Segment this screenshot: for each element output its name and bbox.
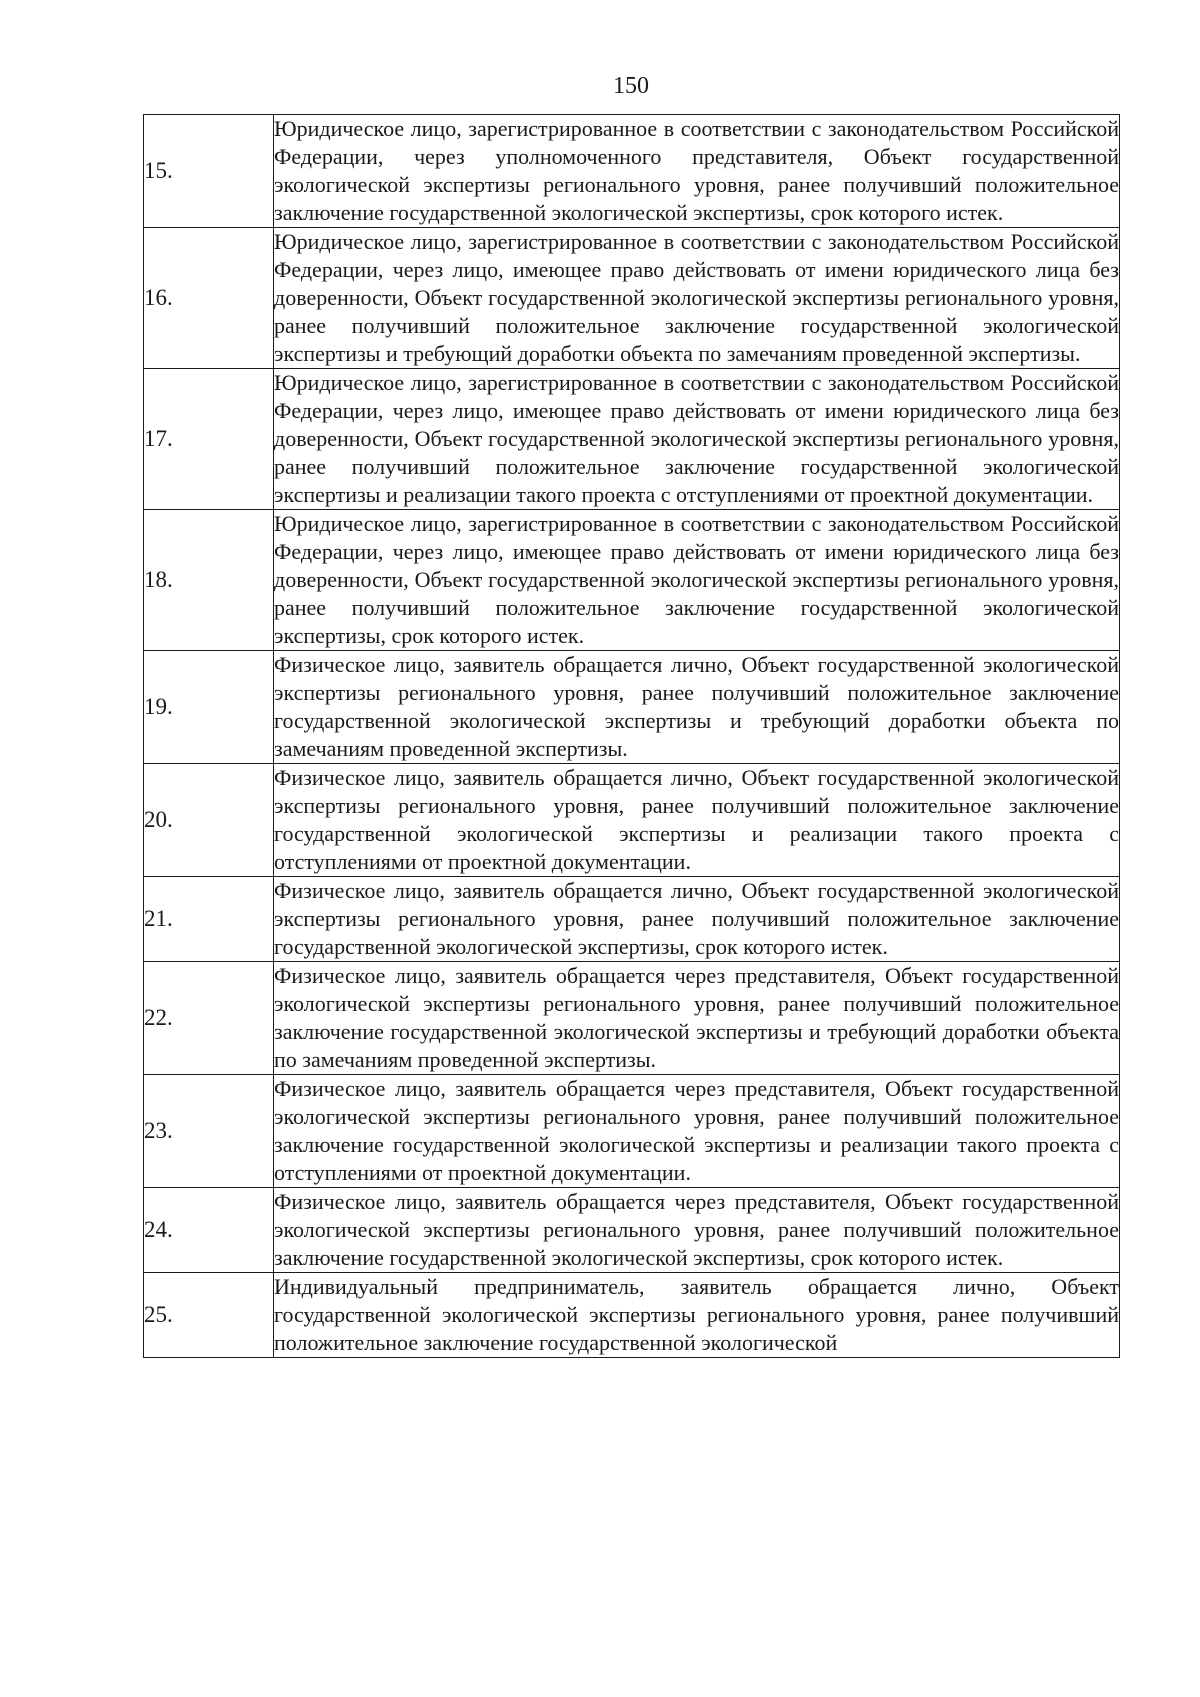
row-number: 20. (144, 764, 274, 877)
row-text: Юридическое лицо, зарегистрированное в соответствии с законодательством Российской Федерации, через лицо, имеющее право действовать от имени юридического лица без доверенности, Объект государственной экологической экспертизы регионального уровня, ранее получивший положительное заключение государственной экологической экспертизы, срок которого истек. (274, 510, 1120, 651)
table-row (144, 877, 1120, 962)
row-text: Индивидуальный предприниматель, заявитель обращается лично, Объект государственной экологической экспертизы регионального уровня, ранее получивший положительное заключение государственной экологической (274, 1273, 1120, 1358)
row-number: 21. (144, 877, 274, 962)
row-number: 24. (144, 1188, 274, 1273)
row-number: 18. (144, 510, 274, 651)
services-table (143, 114, 1120, 1358)
row-text: Физическое лицо, заявитель обращается лично, Объект государственной экологической экспертизы регионального уровня, ранее получивший положительное заключение государственной экологической экспертизы и требующий доработки объекта по замечаниям проведенной экспертизы. (274, 651, 1120, 764)
row-number: 23. (144, 1075, 274, 1188)
table-row (144, 651, 1120, 764)
table-row (144, 510, 1120, 651)
row-number: 15. (144, 115, 274, 228)
row-text: Физическое лицо, заявитель обращается лично, Объект государственной экологической экспертизы регионального уровня, ранее получивший положительное заключение государственной экологической экспертизы, срок которого истек. (274, 877, 1120, 962)
row-number: 19. (144, 651, 274, 764)
row-text: Физическое лицо, заявитель обращается лично, Объект государственной экологической экспертизы регионального уровня, ранее получивший положительное заключение государственной экологической экспертизы и реализации такого проекта с отступлениями от проектной документации. (274, 764, 1120, 877)
row-text: Юридическое лицо, зарегистрированное в соответствии с законодательством Российской Федерации, через лицо, имеющее право действовать от имени юридического лица без доверенности, Объект государственной экологической экспертизы регионального уровня, ранее получивший положительное заключение государственной экологической экспертизы и требующий доработки объекта по замечаниям проведенной экспертизы. (274, 228, 1120, 369)
row-text: Юридическое лицо, зарегистрированное в соответствии с законодательством Российской Федерации, через уполномоченного представителя, Объект государственной экологической экспертизы регионального уровня, ранее получивший положительное заключение государственной экологической экспертизы, срок которого истек. (274, 115, 1120, 228)
table-row (144, 115, 1120, 228)
row-text: Физическое лицо, заявитель обращается через представителя, Объект государственной экологической экспертизы регионального уровня, ранее получивший положительное заключение государственной экологической экспертизы и реализации такого проекта с отступлениями от проектной документации. (274, 1075, 1120, 1188)
table-row (144, 764, 1120, 877)
table-row (144, 369, 1120, 510)
page-number: 150 (613, 73, 649, 99)
row-text: Физическое лицо, заявитель обращается через представителя, Объект государственной экологической экспертизы регионального уровня, ранее получивший положительное заключение государственной экологической экспертизы и требующий доработки объекта по замечаниям проведенной экспертизы. (274, 962, 1120, 1075)
row-number: 17. (144, 369, 274, 510)
row-text: Юридическое лицо, зарегистрированное в соответствии с законодательством Российской Федерации, через лицо, имеющее право действовать от имени юридического лица без доверенности, Объект государственной экологической экспертизы регионального уровня, ранее получивший положительное заключение государственной экологической экспертизы и реализации такого проекта с отступлениями от проектной документации. (274, 369, 1120, 510)
row-number: 25. (144, 1273, 274, 1358)
row-number: 22. (144, 962, 274, 1075)
table-row (144, 1273, 1120, 1358)
table-row (144, 962, 1120, 1075)
row-number: 16. (144, 228, 274, 369)
row-text: Физическое лицо, заявитель обращается через представителя, Объект государственной экологической экспертизы регионального уровня, ранее получивший положительное заключение государственной экологической экспертизы, срок которого истек. (274, 1188, 1120, 1273)
table-row (144, 1075, 1120, 1188)
table-row (144, 1188, 1120, 1273)
table-row (144, 228, 1120, 369)
